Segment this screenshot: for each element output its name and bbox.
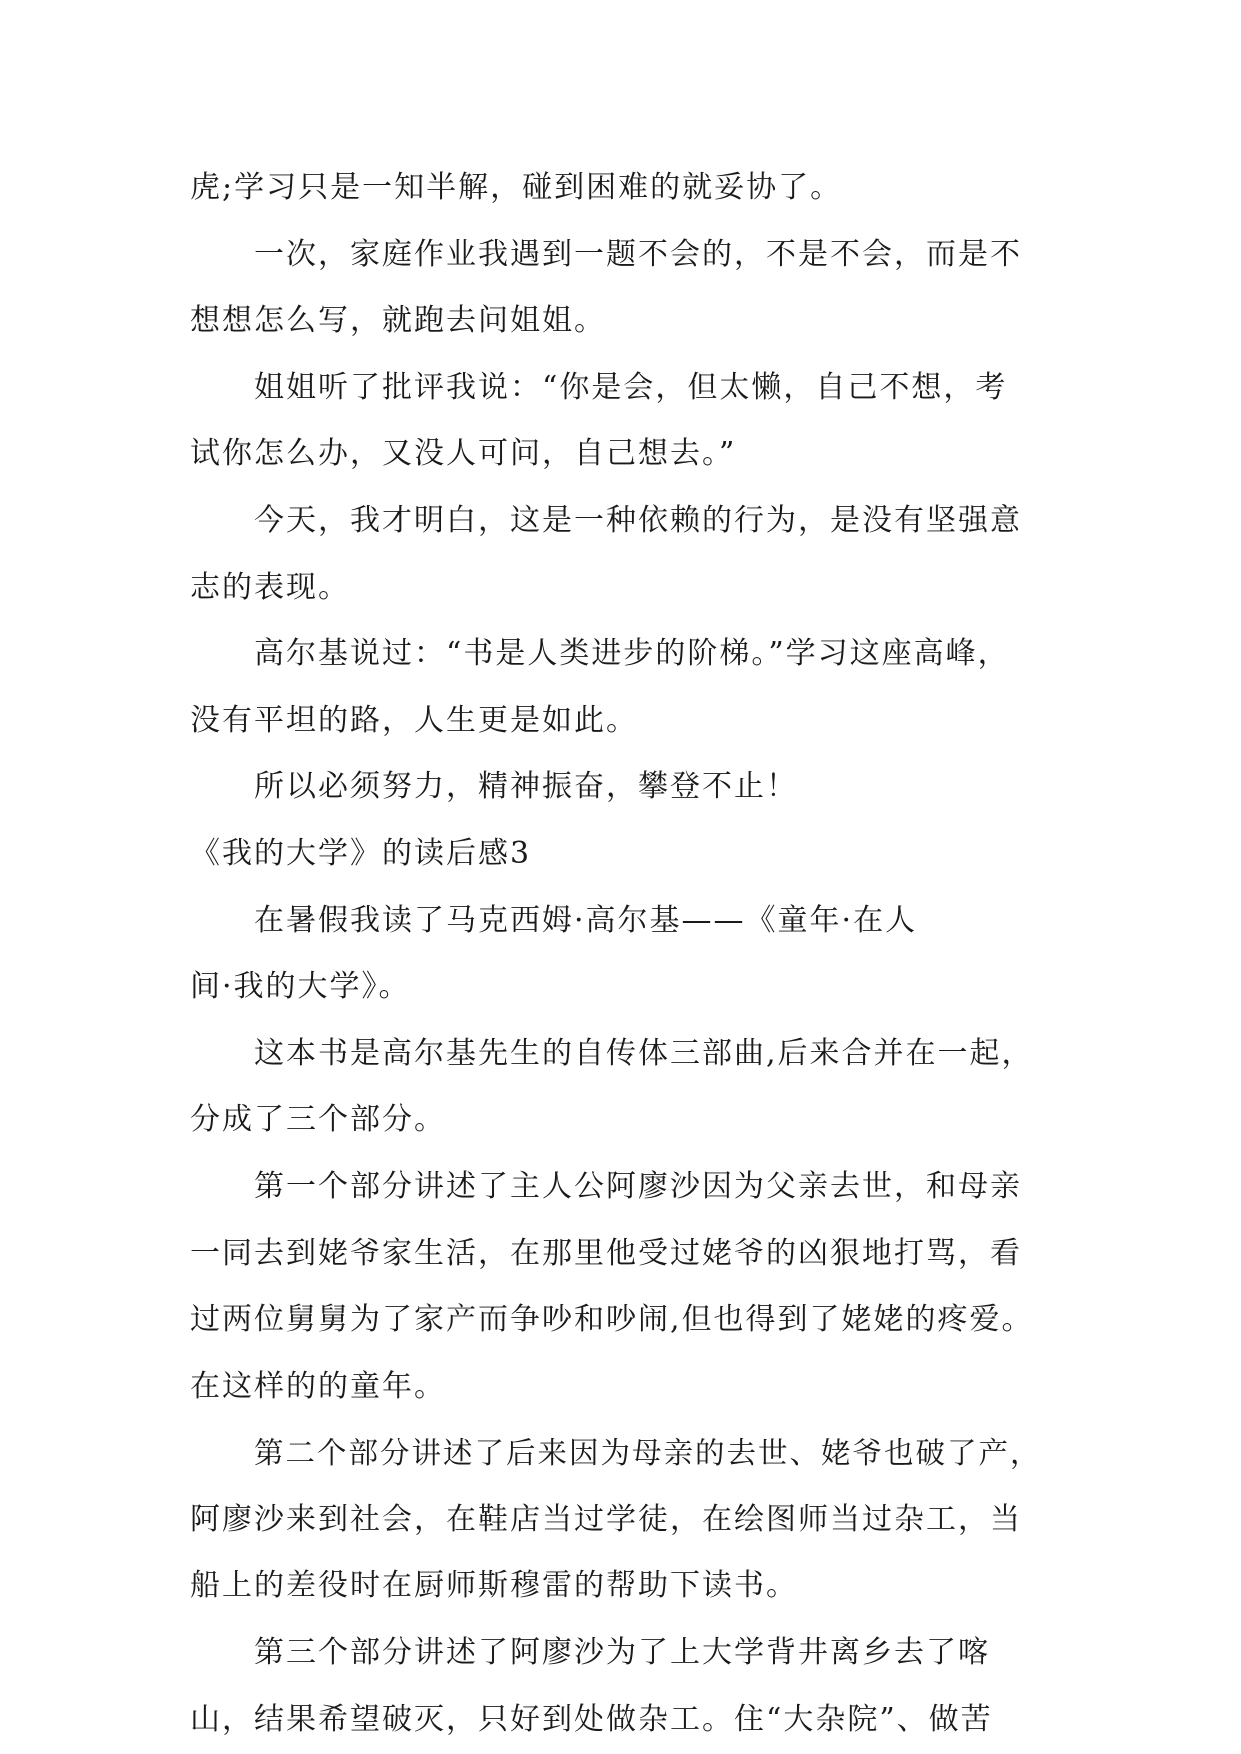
text-line: 高尔基说过：“书是人类进步的阶梯。”学习这座高峰， xyxy=(254,636,1010,672)
text-line: 船上的差役时在厨师斯穆雷的帮助下读书。 xyxy=(190,1568,798,1604)
text-line: 虎;学习只是一知半解，碰到困难的就妥协了。 xyxy=(190,170,843,205)
text-line: 第一个部分讲述了主人公阿廖沙因为父亲去世，和母亲 xyxy=(254,1168,1022,1204)
text-line: 没有平坦的路，人生更是如此。 xyxy=(190,702,638,738)
text-line: 第三个部分讲述了阿廖沙为了上大学背井离乡去了喀 xyxy=(254,1635,990,1671)
text-line: 一次，家庭作业我遇到一题不会的，不是不会，而是不 xyxy=(254,236,1022,272)
text-line: 今天，我才明白，这是一种依赖的行为，是没有坚强意 xyxy=(254,502,1022,538)
text-line: 过两位舅舅为了家产而争吵和吵闹,但也得到了姥姥的疼爱。 xyxy=(190,1302,1034,1338)
section-heading: 《我的大学》的读后感3 xyxy=(190,835,532,871)
document-body xyxy=(190,155,1050,1753)
text-line: 分成了三个部分。 xyxy=(190,1102,446,1138)
text-line: 山，结果希望破灭，只好到处做杂工。住“大杂院”、做苦 xyxy=(190,1701,993,1737)
text-line: 在暑假我读了马克西姆·高尔基——《童年·在人 xyxy=(254,902,918,938)
text-line: 在这样的的童年。 xyxy=(190,1368,446,1404)
text-line: 这本书是高尔基先生的自传体三部曲,后来合并在一起， xyxy=(254,1035,1034,1071)
text-line: 第二个部分讲述了后来因为母亲的去世、姥爷也破了产， xyxy=(254,1436,1042,1471)
text-line: 阿廖沙来到社会，在鞋店当过学徒，在绘图师当过杂工，当 xyxy=(190,1501,1022,1537)
text-line: 试你怎么办，又没人可问，自己想去。” xyxy=(190,436,737,472)
text-line: 志的表现。 xyxy=(190,569,350,605)
text-line: 所以必须努力，精神振奋，攀登不止！ xyxy=(254,769,798,805)
text-line: 一同去到姥爷家生活，在那里他受过姥爷的凶狠地打骂，看 xyxy=(190,1235,1022,1271)
text-line: 间·我的大学》。 xyxy=(190,969,411,1005)
text-line: 想想怎么写，就跑去问姐姐。 xyxy=(190,303,606,339)
text-line: 姐姐听了批评我说：“你是会，但太懒，自己不想，考 xyxy=(254,369,1008,405)
